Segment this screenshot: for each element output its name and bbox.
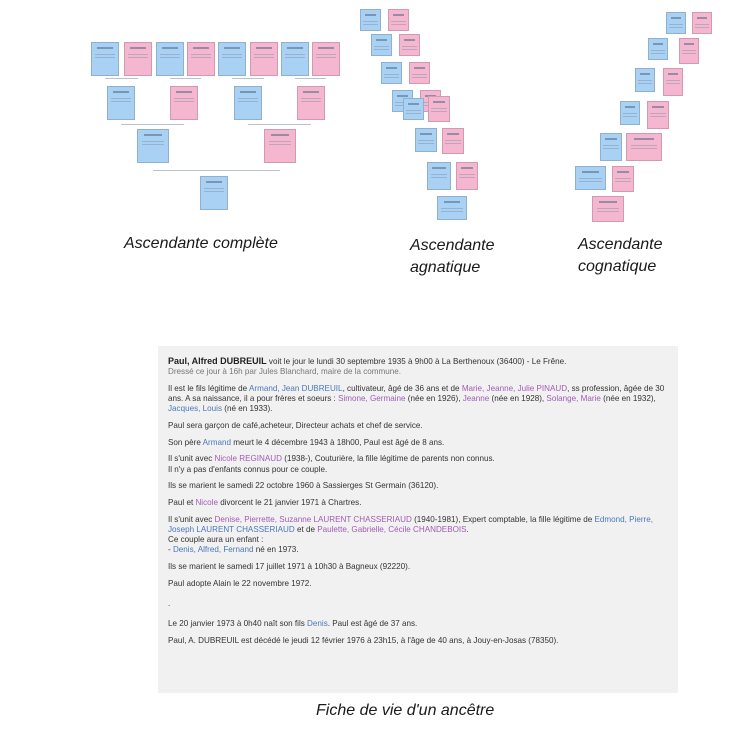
tree-person-box[interactable]: [91, 42, 119, 76]
tree-person-box[interactable]: [371, 34, 392, 56]
tree-person-box[interactable]: [626, 133, 662, 161]
spouse-link[interactable]: Nicole REGINAUD: [214, 454, 282, 464]
separator-dot: .: [168, 598, 171, 608]
death-paragraph: Paul, A. DUBREUIL est décédé le jeudi 12 février 1976 à 23h15, à l'âge de 40 ans, à Jouy-en-Josas (78350).: [168, 635, 559, 645]
first-union-paragraph: Il s'unit avec Nicole REGINAUD (1938-), Couturière, la fille légitime de parents non connus. Il n'y a pas d'enfants connus pour ce couple.: [168, 454, 495, 474]
tree-person-box[interactable]: [234, 86, 262, 120]
tree-person-box[interactable]: [575, 166, 606, 190]
father-link[interactable]: Armand, Jean DUBREUIL: [248, 383, 343, 393]
tree-person-box[interactable]: [297, 86, 325, 120]
birth-paragraph: Paul, Alfred DUBREUIL voit le jour le lundi 30 septembre 1935 à 9h00 à La Berthenoux (36400) - Le Frêne. Dressé ce jour à 16h par Jules Blanchard, maire de la commune.: [168, 356, 567, 377]
divorce-paragraph: Paul et Nicole divorcent le 21 janvier 1971 à Chartres.: [168, 498, 362, 508]
tree-person-box[interactable]: [187, 42, 215, 76]
parents-paragraph: Il est le fils légitime de Armand, Jean DUBREUIL, cultivateur, âgé de 36 ans et de Marie, Jeanne, Julie PINAUD, ss profession, âgée de 30 ans. A sa naissance, il a pour frères et soeurs : Simone, Germaine (née en 1926), Jeanne (née en 1928), Solange, Marie (née en 1932), Jacques, Louis (né en 1933).: [168, 383, 665, 414]
tree-person-box[interactable]: [381, 62, 402, 84]
child-link[interactable]: Denis: [307, 619, 328, 629]
mother-in-law-link[interactable]: Paulette, Gabrielle, Cécile CHANDEBOIS: [317, 524, 467, 534]
tree-person-box[interactable]: [620, 101, 640, 125]
adoption-paragraph: Paul adopte Alain le 22 novembre 1972.: [168, 578, 312, 588]
sibling-link[interactable]: Jacques, Louis: [168, 404, 222, 414]
second-union-paragraph: Il s'unit avec Denise, Pierrette, Suzanne LAURENT CHASSERIAUD (1940-1981), Expert comptable, la fille légitime de Edmond, Pierre, Joseph LAURENT CHASSERIAUD et de Paulette, Gabrielle, Cécile CHANDEBOIS. Ce couple aura un enfant : - Denis, Alfred, Fernand né en 1973.: [168, 514, 653, 555]
tree-connector: [170, 78, 201, 79]
tree-person-box[interactable]: [124, 42, 152, 76]
first-marriage-paragraph: Ils se marient le samedi 22 octobre 1960 à Sassierges St Germain (36120).: [168, 481, 439, 491]
ancestor-life-sheet: [158, 346, 678, 693]
child-link[interactable]: Denis, Alfred, Fernand: [172, 545, 254, 555]
caption-cognatic-ascendancy: Ascendante cognatique: [578, 236, 663, 275]
tree-connector: [121, 124, 184, 125]
tree-person-box[interactable]: [427, 162, 451, 190]
tree-person-box[interactable]: [663, 68, 683, 96]
declaration-note: Dressé ce jour à 16h par Jules Blanchard, maire de la commune.: [168, 367, 402, 377]
tree-person-box[interactable]: [437, 196, 467, 220]
tree-connector: [153, 170, 280, 171]
tree-person-box[interactable]: [635, 68, 655, 92]
caption-full-ascendancy: Ascendante complète: [124, 235, 278, 252]
tree-person-box[interactable]: [218, 42, 246, 76]
tree-person-box[interactable]: [692, 12, 712, 34]
mother-link[interactable]: Marie, Jeanne, Julie PINAUD: [461, 383, 568, 393]
tree-person-box[interactable]: [312, 42, 340, 76]
tree-connector: [232, 78, 264, 79]
tree-person-box[interactable]: [360, 9, 381, 31]
father-link[interactable]: Armand: [202, 437, 231, 447]
tree-person-box[interactable]: [648, 38, 668, 60]
tree-person-box[interactable]: [200, 176, 228, 210]
tree-connector: [295, 78, 326, 79]
occupation-paragraph: Paul sera garçon de café,acheteur, Directeur achats et chef de service.: [168, 421, 423, 431]
father-death-paragraph: Son père Armand meurt le 4 décembre 1943 à 18h00, Paul est âgé de 8 ans.: [168, 437, 445, 447]
second-marriage-paragraph: Ils se marient le samedi 17 juillet 1971 à 10h30 à Bagneux (92220).: [168, 562, 411, 572]
caption-agnatic-ascendancy: Ascendante agnatique: [410, 237, 495, 276]
tree-person-box[interactable]: [666, 12, 686, 34]
tree-person-box[interactable]: [409, 62, 430, 84]
father-in-law-link[interactable]: Edmond, Pierre, Joseph LAURENT CHASSERIAUD: [168, 514, 653, 534]
spouse-link[interactable]: Nicole: [195, 498, 218, 508]
tree-connector: [105, 78, 138, 79]
tree-person-box[interactable]: [250, 42, 278, 76]
tree-person-box[interactable]: [137, 129, 169, 163]
tree-person-box[interactable]: [399, 34, 420, 56]
sibling-link[interactable]: Simone, Germaine: [338, 394, 406, 404]
tree-person-box[interactable]: [156, 42, 184, 76]
tree-person-box[interactable]: [170, 86, 198, 120]
tree-person-box[interactable]: [679, 38, 699, 64]
tree-person-box[interactable]: [388, 9, 409, 31]
tree-person-box[interactable]: [592, 196, 624, 222]
tree-person-box[interactable]: [428, 96, 450, 122]
sibling-link[interactable]: Jeanne: [462, 394, 490, 404]
tree-person-box[interactable]: [281, 42, 309, 76]
person-name: Paul, Alfred DUBREUIL: [168, 356, 267, 366]
tree-person-box[interactable]: [647, 101, 669, 129]
child-birth-paragraph: Le 20 janvier 1973 à 0h40 naît son fils Denis. Paul est âgé de 37 ans.: [168, 619, 418, 629]
tree-person-box[interactable]: [612, 166, 634, 192]
tree-person-box[interactable]: [442, 128, 464, 154]
tree-person-box[interactable]: [107, 86, 135, 120]
tree-person-box[interactable]: [403, 98, 424, 120]
caption-life-sheet: Fiche de vie d'un ancêtre: [316, 702, 495, 719]
sibling-link[interactable]: Solange, Marie: [546, 394, 601, 404]
tree-person-box[interactable]: [264, 129, 296, 163]
tree-connector: [248, 124, 311, 125]
tree-person-box[interactable]: [600, 133, 622, 161]
tree-person-box[interactable]: [456, 162, 478, 190]
tree-person-box[interactable]: [415, 128, 437, 152]
spouse-link[interactable]: Denise, Pierrette, Suzanne LAURENT CHASSERIAUD: [214, 514, 412, 524]
